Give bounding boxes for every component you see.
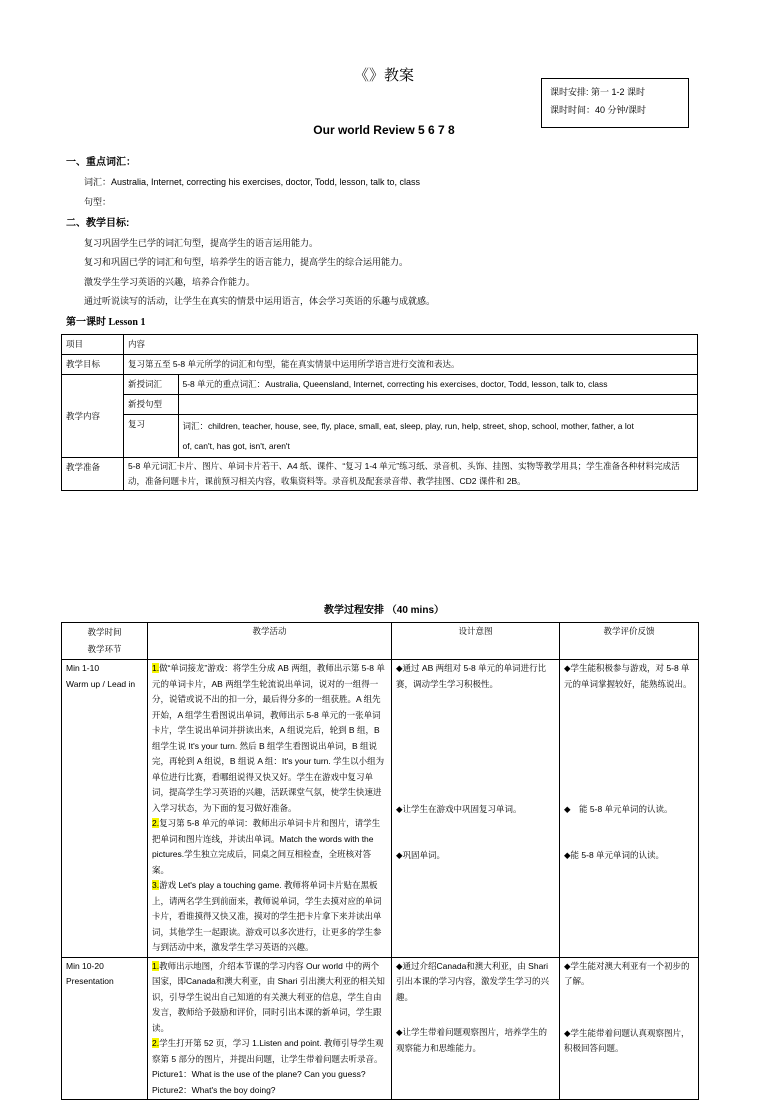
key-words-vocab: 词汇：Australia, Internet, correcting his exercises, doctor, Todd, lesson, talk to, class bbox=[84, 177, 420, 187]
sub-content: 5-8 单元的重点词汇：Australia, Queensland, Internet, correcting his exercises, doctor, Todd, lesson, talk to, class bbox=[178, 375, 697, 395]
sub-content bbox=[178, 415, 697, 458]
sub-label: 新授词汇 bbox=[124, 375, 178, 395]
table-header-cell: 内容 bbox=[124, 335, 698, 355]
eval-item: ◆学生能带着问题认真观察图片，积极回答问题。 bbox=[564, 1027, 690, 1053]
eval-item: ◆ 能 5-8 单元单词的认读。 bbox=[564, 804, 673, 814]
activity-cell bbox=[148, 957, 392, 1100]
review-words-cont: of, can't, has got, isn't, aren't bbox=[182, 441, 290, 451]
goals-heading: 二、教学目标: bbox=[66, 218, 130, 229]
sub-label: 新授句型 bbox=[124, 395, 178, 415]
table-row bbox=[62, 355, 698, 375]
goal-item: 复习和巩固已学的词汇和句型，培养学生的语言能力，提高学生的综合运用能力。 bbox=[84, 257, 409, 267]
row-content: 复习第五至 5-8 单元所学的词汇和句型，能在真实情景中运用所学语言进行交流和表达。 bbox=[124, 355, 698, 375]
activity-cell bbox=[148, 660, 392, 958]
time-range: Min 1-10 bbox=[66, 663, 100, 673]
header-cell: 教学评价反馈 bbox=[560, 623, 699, 660]
table-row bbox=[124, 415, 697, 458]
eval-item: ◆学生能积极参与游戏，对 5-8 单元的单词掌握较好，能熟练说出。 bbox=[564, 663, 692, 689]
table-row bbox=[124, 375, 697, 395]
time-cell bbox=[62, 660, 148, 958]
table-row bbox=[62, 957, 699, 1100]
row-label: 教学目标 bbox=[62, 355, 124, 375]
lesson-overview-table bbox=[61, 334, 698, 491]
goal-item: 复习巩固学生已学的词汇句型，提高学生的语言运用能力。 bbox=[84, 238, 319, 248]
header-cell bbox=[62, 623, 148, 660]
key-words-sentences: 句型： bbox=[84, 197, 112, 207]
intent-cell bbox=[392, 957, 560, 1100]
header-cell: 设计意图 bbox=[392, 623, 560, 660]
lesson-subtitle: Our world Review 5 6 7 8 bbox=[313, 123, 455, 137]
header-stage: 教学环节 bbox=[87, 644, 122, 654]
eval-item: ◆能 5-8 单元单词的认读。 bbox=[564, 849, 665, 860]
lesson-time-info: 课时时间：40 分钟/课时 bbox=[550, 105, 647, 115]
intent-item: ◆通过 AB 两组对 5-8 单元的单词进行比赛，调动学生学习积极性。 bbox=[396, 663, 547, 689]
key-words-heading: 一、重点词汇： bbox=[66, 157, 136, 168]
eval-cell bbox=[560, 660, 699, 958]
activity-item: 2.复习第 5-8 单元的单词：教师出示单词卡片和图片，请学生把单词和图片连线，并读出单词。Match the words with the pictures.学生独立完成后，同桌之间互相检查，全班核对答案。 bbox=[152, 818, 381, 875]
goal-item: 通过听说读写的活动，让学生在真实的情景中运用语言，体会学习英语的乐趣与成就感。 bbox=[84, 296, 436, 306]
time-cell bbox=[62, 957, 148, 1100]
eval-cell bbox=[560, 957, 699, 1100]
activity-item: 1.教师出示地图，介绍本节课的学习内容 Our world 中的两个国家，即Canada和澳大利亚，由 Shari 引出澳大利亚的相关知识，引导学生说出自己知道的有关澳大利亚的信息，学生自由发言，教师给予鼓励和评价，同时引出本课的新单词，学生跟读。 bbox=[152, 960, 385, 1033]
prep-text: 5-8 单元词汇卡片、图片、单词卡片若干、A4 纸、课件、“复习 1-4 单元”练习纸、录音机、头饰、挂图、实物等教学用具；学生准备各种材料完成活动，准备问题卡片，课前预习相关内容，收集资料等。 bbox=[128, 461, 680, 486]
table-row bbox=[62, 375, 698, 458]
goal-item: 激发学生学习英语的兴趣，培养合作能力。 bbox=[84, 277, 256, 287]
lesson-label: 第一课时 Lesson 1 bbox=[66, 317, 146, 328]
eval-item: ◆学生能对澳大利亚有一个初步的了解。 bbox=[564, 960, 690, 986]
lesson-info-box bbox=[541, 78, 689, 128]
schedule-table bbox=[61, 622, 699, 1100]
intent-item: ◆让学生在游戏中巩固复习单词。 bbox=[396, 804, 522, 814]
intent-item: ◆巩固单词。 bbox=[396, 849, 446, 860]
sub-content bbox=[178, 395, 697, 415]
table-header-cell: 项目 bbox=[62, 335, 124, 355]
time-range: Min 10-20 bbox=[66, 960, 104, 971]
table-row bbox=[124, 395, 697, 415]
lesson-period-info: 课时安排: 第一 1-2 课时 bbox=[550, 87, 646, 97]
sub-label: 复习 bbox=[124, 415, 178, 458]
row-label: 教学内容 bbox=[62, 375, 124, 458]
table-row bbox=[62, 623, 699, 660]
header-time: 教学时间 bbox=[87, 627, 122, 637]
table-row bbox=[62, 458, 698, 491]
activity-item: Picture1：What is the use of the plane? Can you guess? Picture2：What's the boy doing? bbox=[152, 1069, 366, 1095]
intent-cell bbox=[392, 660, 560, 958]
prep-text-cont: 录音机及配套录音带、教学挂图、CD2 课件和 2B。 bbox=[332, 476, 526, 486]
row-label: 教学准备 bbox=[62, 458, 124, 491]
review-words: 词汇：children, teacher, house, see, fly, place, small, eat, sleep, play, run, help, street, shop, school, mother, father, a lot bbox=[182, 421, 634, 431]
table-row bbox=[62, 660, 699, 958]
activity-item: 3.游戏 Let's play a touching game. 教师将单词卡片贴在黑板上，请两名学生到前面来，教师说单词，学生去摸对应的单词卡片，看谁摸得又快又准，摸对的学生把卡片拿下来并读出单词，其他学生一起跟读。游戏可以多次进行，让更多的学生参与到活动中来，激发学生学习英语的兴趣。 bbox=[152, 880, 382, 952]
schedule-title: 教学过程安排 （40 mins） bbox=[323, 605, 445, 616]
stage-name: Warm up / Lead in bbox=[66, 678, 136, 689]
document-title: 《》教案 bbox=[353, 67, 414, 84]
intent-item: ◆通过介绍Canada和澳大利亚，由 Shari 引出本课的学习内容，激发学生学习的兴趣。 bbox=[396, 960, 550, 1002]
stage-name: Presentation bbox=[66, 976, 114, 986]
intent-item: ◆让学生带着问题观察图片，培养学生的观察能力和思维能力。 bbox=[396, 1027, 548, 1053]
header-cell: 教学活动 bbox=[148, 623, 392, 660]
content-subtable bbox=[124, 375, 697, 457]
activity-item: 1.做“单词接龙”游戏：将学生分成 AB 两组，教师出示第 5-8 单元的单词卡片，AB 两组学生轮流说出单词，说对的一组得一分，说错或说不出的扣一分，最后得分多的一组获胜。A 组先开始，A 组学生看图说出单词，教师出示 5-8 单元的一张单词卡片，学生说出单词并拼读出来，A 组说完后，轮到 B 组，B 组学生说 It's your turn. 然后 B 组学生看图说出单词，B 组说完，再轮到 A 组说，B 组说 A 组：It's your turn. 学生以小组为单位进行比赛，看哪组说得又快又好。学生在游戏中复习单词，提高学生学习英语的兴趣，活跃课堂气氛，使学生快速进入学习状态，为下面的复习做好准备。 bbox=[152, 663, 385, 813]
activity-item: 2.学生打开第 52 页，学习 1.Listen and point. 教师引导学生观察第 5 部分的图片，并提出问题，让学生带着问题去听录音。 bbox=[152, 1038, 384, 1064]
table-row bbox=[62, 335, 698, 355]
row-content bbox=[124, 458, 698, 491]
